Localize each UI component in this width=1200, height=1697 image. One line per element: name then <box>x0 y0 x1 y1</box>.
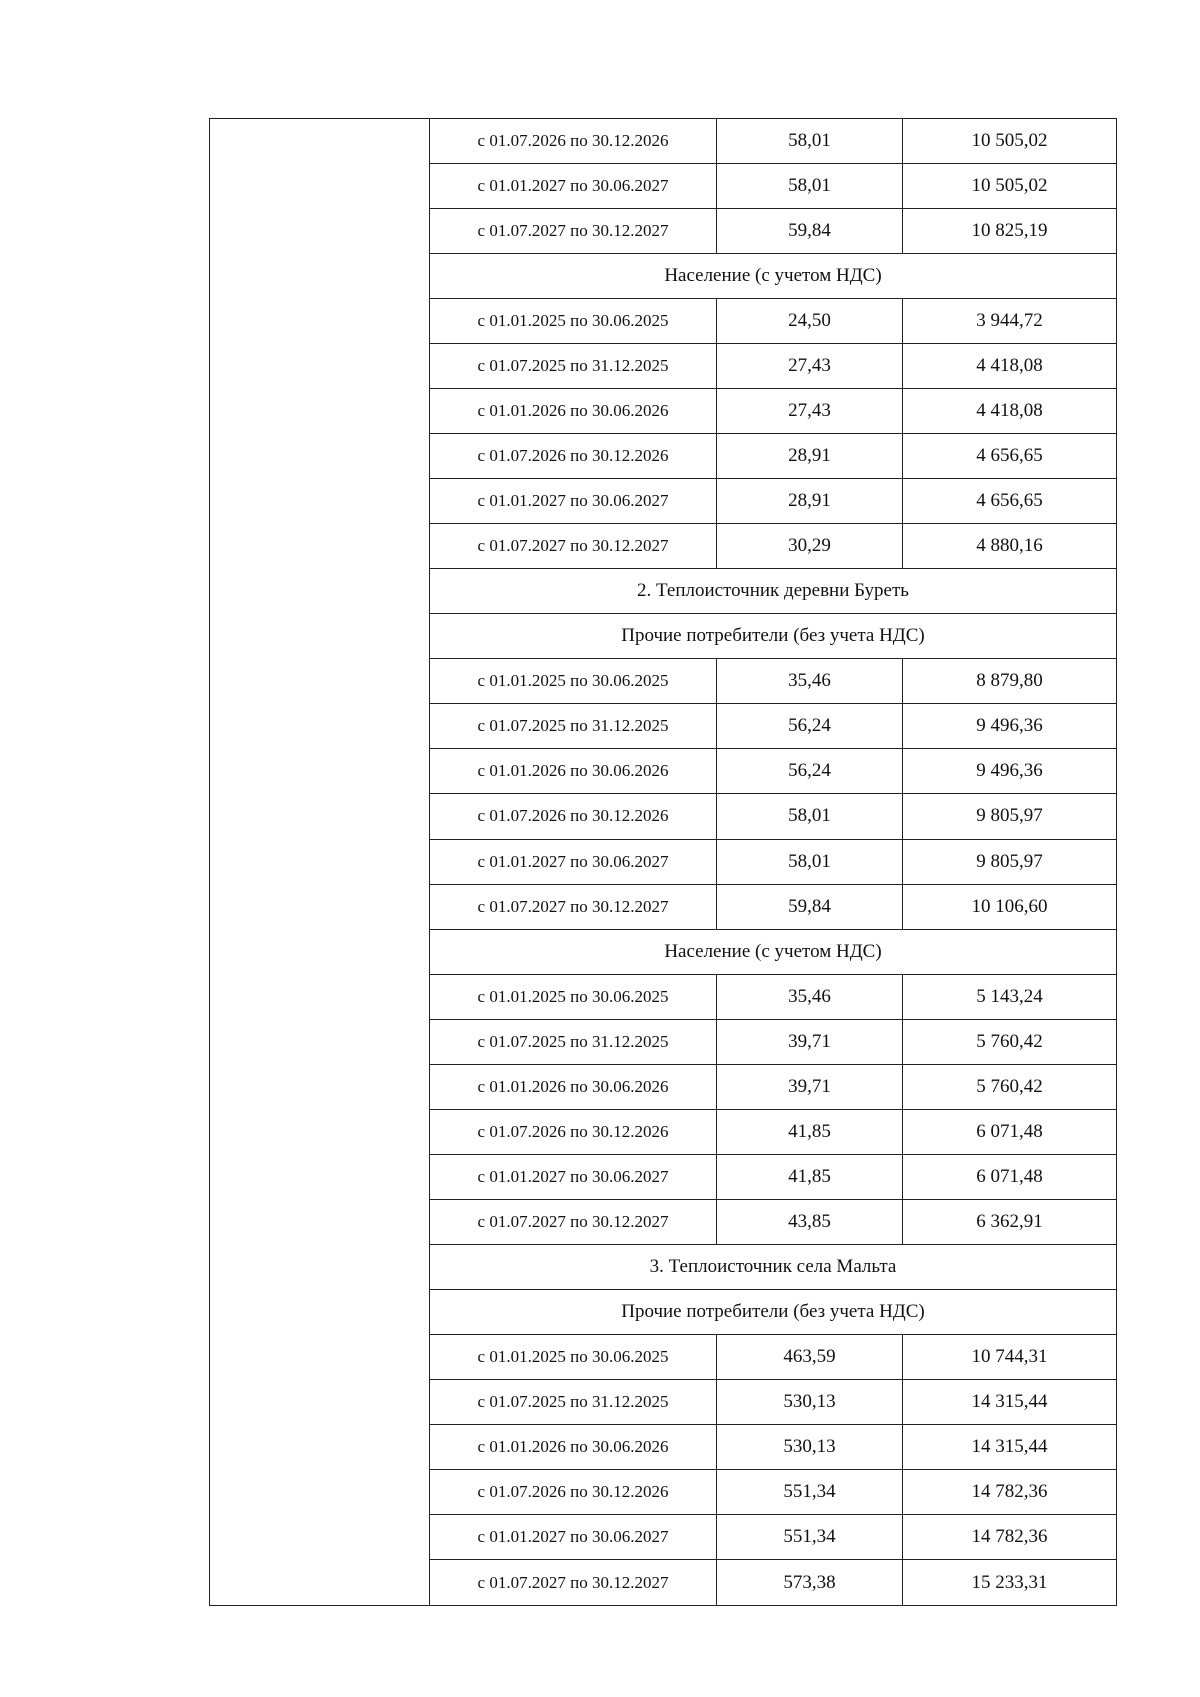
period-cell: с 01.07.2026 по 30.12.2026 <box>430 794 717 838</box>
value-cell-2: 10 106,60 <box>971 895 1048 917</box>
period-cell: с 01.07.2026 по 30.12.2026 <box>430 119 717 163</box>
value-cell-2: 4 656,65 <box>976 490 1043 512</box>
table-body <box>430 119 1116 1605</box>
table-row <box>430 479 1116 524</box>
period-cell: с 01.01.2027 по 30.06.2027 <box>430 164 717 208</box>
section-header-row <box>430 254 1116 299</box>
value-cell-1: 41,85 <box>717 1155 903 1199</box>
value-cell-1: 58,01 <box>717 794 903 838</box>
section-header: 2. Теплоисточник деревни Буреть <box>637 580 909 602</box>
value-cell-1: 530,13 <box>717 1425 903 1469</box>
value-cell-2: 4 418,08 <box>976 355 1043 377</box>
value-cell-2: 6 071,48 <box>976 1120 1043 1142</box>
table-row <box>430 434 1116 479</box>
table-row <box>430 659 1116 704</box>
table-row <box>430 119 1116 164</box>
value-cell-2: 6 071,48 <box>976 1165 1043 1187</box>
value-cell-2: 5 760,42 <box>976 1030 1043 1052</box>
value-cell-2: 4 880,16 <box>976 535 1043 557</box>
table-row <box>430 1380 1116 1425</box>
value-cell-1: 39,71 <box>717 1020 903 1064</box>
value-cell-2: 9 805,97 <box>976 850 1043 872</box>
value-cell-1: 41,85 <box>717 1110 903 1154</box>
value-cell-1: 27,43 <box>717 389 903 433</box>
table-row <box>430 299 1116 344</box>
period-cell: с 01.07.2026 по 30.12.2026 <box>430 1110 717 1154</box>
value-cell-1: 30,29 <box>717 524 903 568</box>
section-header: Население (с учетом НДС) <box>664 265 882 287</box>
value-cell-1: 43,85 <box>717 1200 903 1244</box>
table-row <box>430 164 1116 209</box>
table-row <box>430 389 1116 434</box>
table-row <box>430 885 1116 930</box>
period-cell: с 01.01.2027 по 30.06.2027 <box>430 840 717 884</box>
value-cell-2: 14 315,44 <box>971 1390 1048 1412</box>
value-cell-1: 58,01 <box>717 840 903 884</box>
period-cell: с 01.07.2027 по 30.12.2027 <box>430 885 717 929</box>
value-cell-2: 14 782,36 <box>971 1525 1048 1547</box>
value-cell-2: 3 944,72 <box>976 310 1043 332</box>
table-row <box>430 1515 1116 1560</box>
value-cell-2: 5 143,24 <box>976 985 1043 1007</box>
value-cell-1: 56,24 <box>717 704 903 748</box>
section-header-row <box>430 1245 1116 1290</box>
period-cell: с 01.07.2025 по 31.12.2025 <box>430 704 717 748</box>
value-cell-2: 10 825,19 <box>971 220 1048 242</box>
period-cell: с 01.07.2025 по 31.12.2025 <box>430 1020 717 1064</box>
value-cell-1: 35,46 <box>717 659 903 703</box>
table-row <box>430 1200 1116 1245</box>
value-cell-2: 10 505,02 <box>971 175 1048 197</box>
section-header: Прочие потребители (без учета НДС) <box>621 1300 925 1322</box>
table-row <box>430 344 1116 389</box>
section-header-row <box>430 930 1116 975</box>
value-cell-1: 530,13 <box>717 1380 903 1424</box>
period-cell: с 01.07.2027 по 30.12.2027 <box>430 1200 717 1244</box>
table-row <box>430 1020 1116 1065</box>
period-cell: с 01.01.2026 по 30.06.2026 <box>430 1065 717 1109</box>
value-cell-2: 5 760,42 <box>976 1075 1043 1097</box>
value-cell-2: 6 362,91 <box>976 1210 1043 1232</box>
tariff-table <box>209 118 1117 1606</box>
value-cell-1: 24,50 <box>717 299 903 343</box>
value-cell-1: 59,84 <box>717 209 903 253</box>
table-row <box>430 524 1116 569</box>
table-row <box>430 1560 1116 1605</box>
table-row <box>430 749 1116 794</box>
value-cell-1: 573,38 <box>717 1560 903 1605</box>
period-cell: с 01.07.2025 по 31.12.2025 <box>430 1380 717 1424</box>
value-cell-1: 551,34 <box>717 1470 903 1514</box>
section-header-row <box>430 1290 1116 1335</box>
value-cell-2: 14 315,44 <box>971 1435 1048 1457</box>
period-cell: с 01.01.2026 по 30.06.2026 <box>430 389 717 433</box>
value-cell-1: 59,84 <box>717 885 903 929</box>
period-cell: с 01.01.2025 по 30.06.2025 <box>430 1335 717 1379</box>
period-cell: с 01.07.2026 по 30.12.2026 <box>430 434 717 478</box>
table-row <box>430 1155 1116 1200</box>
period-cell: с 01.07.2027 по 30.12.2027 <box>430 209 717 253</box>
value-cell-2: 4 656,65 <box>976 445 1043 467</box>
table-row <box>430 1335 1116 1380</box>
value-cell-1: 39,71 <box>717 1065 903 1109</box>
table-row <box>430 1425 1116 1470</box>
period-cell: с 01.01.2026 по 30.06.2026 <box>430 1425 717 1469</box>
period-cell: с 01.01.2027 по 30.06.2027 <box>430 1515 717 1559</box>
value-cell-1: 56,24 <box>717 749 903 793</box>
period-cell: с 01.01.2025 по 30.06.2025 <box>430 659 717 703</box>
table-row <box>430 1470 1116 1515</box>
value-cell-1: 58,01 <box>717 164 903 208</box>
section-header: 3. Теплоисточник села Мальта <box>649 1255 897 1277</box>
period-cell: с 01.07.2027 по 30.12.2027 <box>430 1560 717 1605</box>
period-cell: с 01.07.2027 по 30.12.2027 <box>430 524 717 568</box>
value-cell-2: 10 744,31 <box>971 1345 1048 1367</box>
table-row <box>430 1065 1116 1110</box>
table-row <box>430 975 1116 1020</box>
value-cell-1: 28,91 <box>717 479 903 523</box>
value-cell-2: 8 879,80 <box>976 670 1043 692</box>
section-header: Прочие потребители (без учета НДС) <box>621 625 925 647</box>
section-header: Население (с учетом НДС) <box>664 940 882 962</box>
value-cell-2: 10 505,02 <box>971 130 1048 152</box>
period-cell: с 01.01.2026 по 30.06.2026 <box>430 749 717 793</box>
section-header-row <box>430 569 1116 614</box>
period-cell: с 01.01.2027 по 30.06.2027 <box>430 1155 717 1199</box>
table-row <box>430 209 1116 254</box>
value-cell-2: 15 233,31 <box>971 1571 1048 1593</box>
value-cell-1: 58,01 <box>717 119 903 163</box>
table-row <box>430 840 1116 885</box>
value-cell-2: 9 496,36 <box>976 760 1043 782</box>
value-cell-2: 9 496,36 <box>976 715 1043 737</box>
period-cell: с 01.01.2025 по 30.06.2025 <box>430 299 717 343</box>
value-cell-1: 35,46 <box>717 975 903 1019</box>
period-cell: с 01.01.2025 по 30.06.2025 <box>430 975 717 1019</box>
period-cell: с 01.07.2026 по 30.12.2026 <box>430 1470 717 1514</box>
period-cell: с 01.07.2025 по 31.12.2025 <box>430 344 717 388</box>
value-cell-1: 28,91 <box>717 434 903 478</box>
section-header-row <box>430 614 1116 659</box>
period-cell: с 01.01.2027 по 30.06.2027 <box>430 479 717 523</box>
value-cell-2: 14 782,36 <box>971 1480 1048 1502</box>
value-cell-1: 551,34 <box>717 1515 903 1559</box>
value-cell-1: 27,43 <box>717 344 903 388</box>
table-row <box>430 1110 1116 1155</box>
value-cell-2: 4 418,08 <box>976 400 1043 422</box>
table-left-column <box>210 119 430 1605</box>
table-row <box>430 704 1116 749</box>
value-cell-1: 463,59 <box>717 1335 903 1379</box>
value-cell-2: 9 805,97 <box>976 805 1043 827</box>
table-row <box>430 794 1116 839</box>
